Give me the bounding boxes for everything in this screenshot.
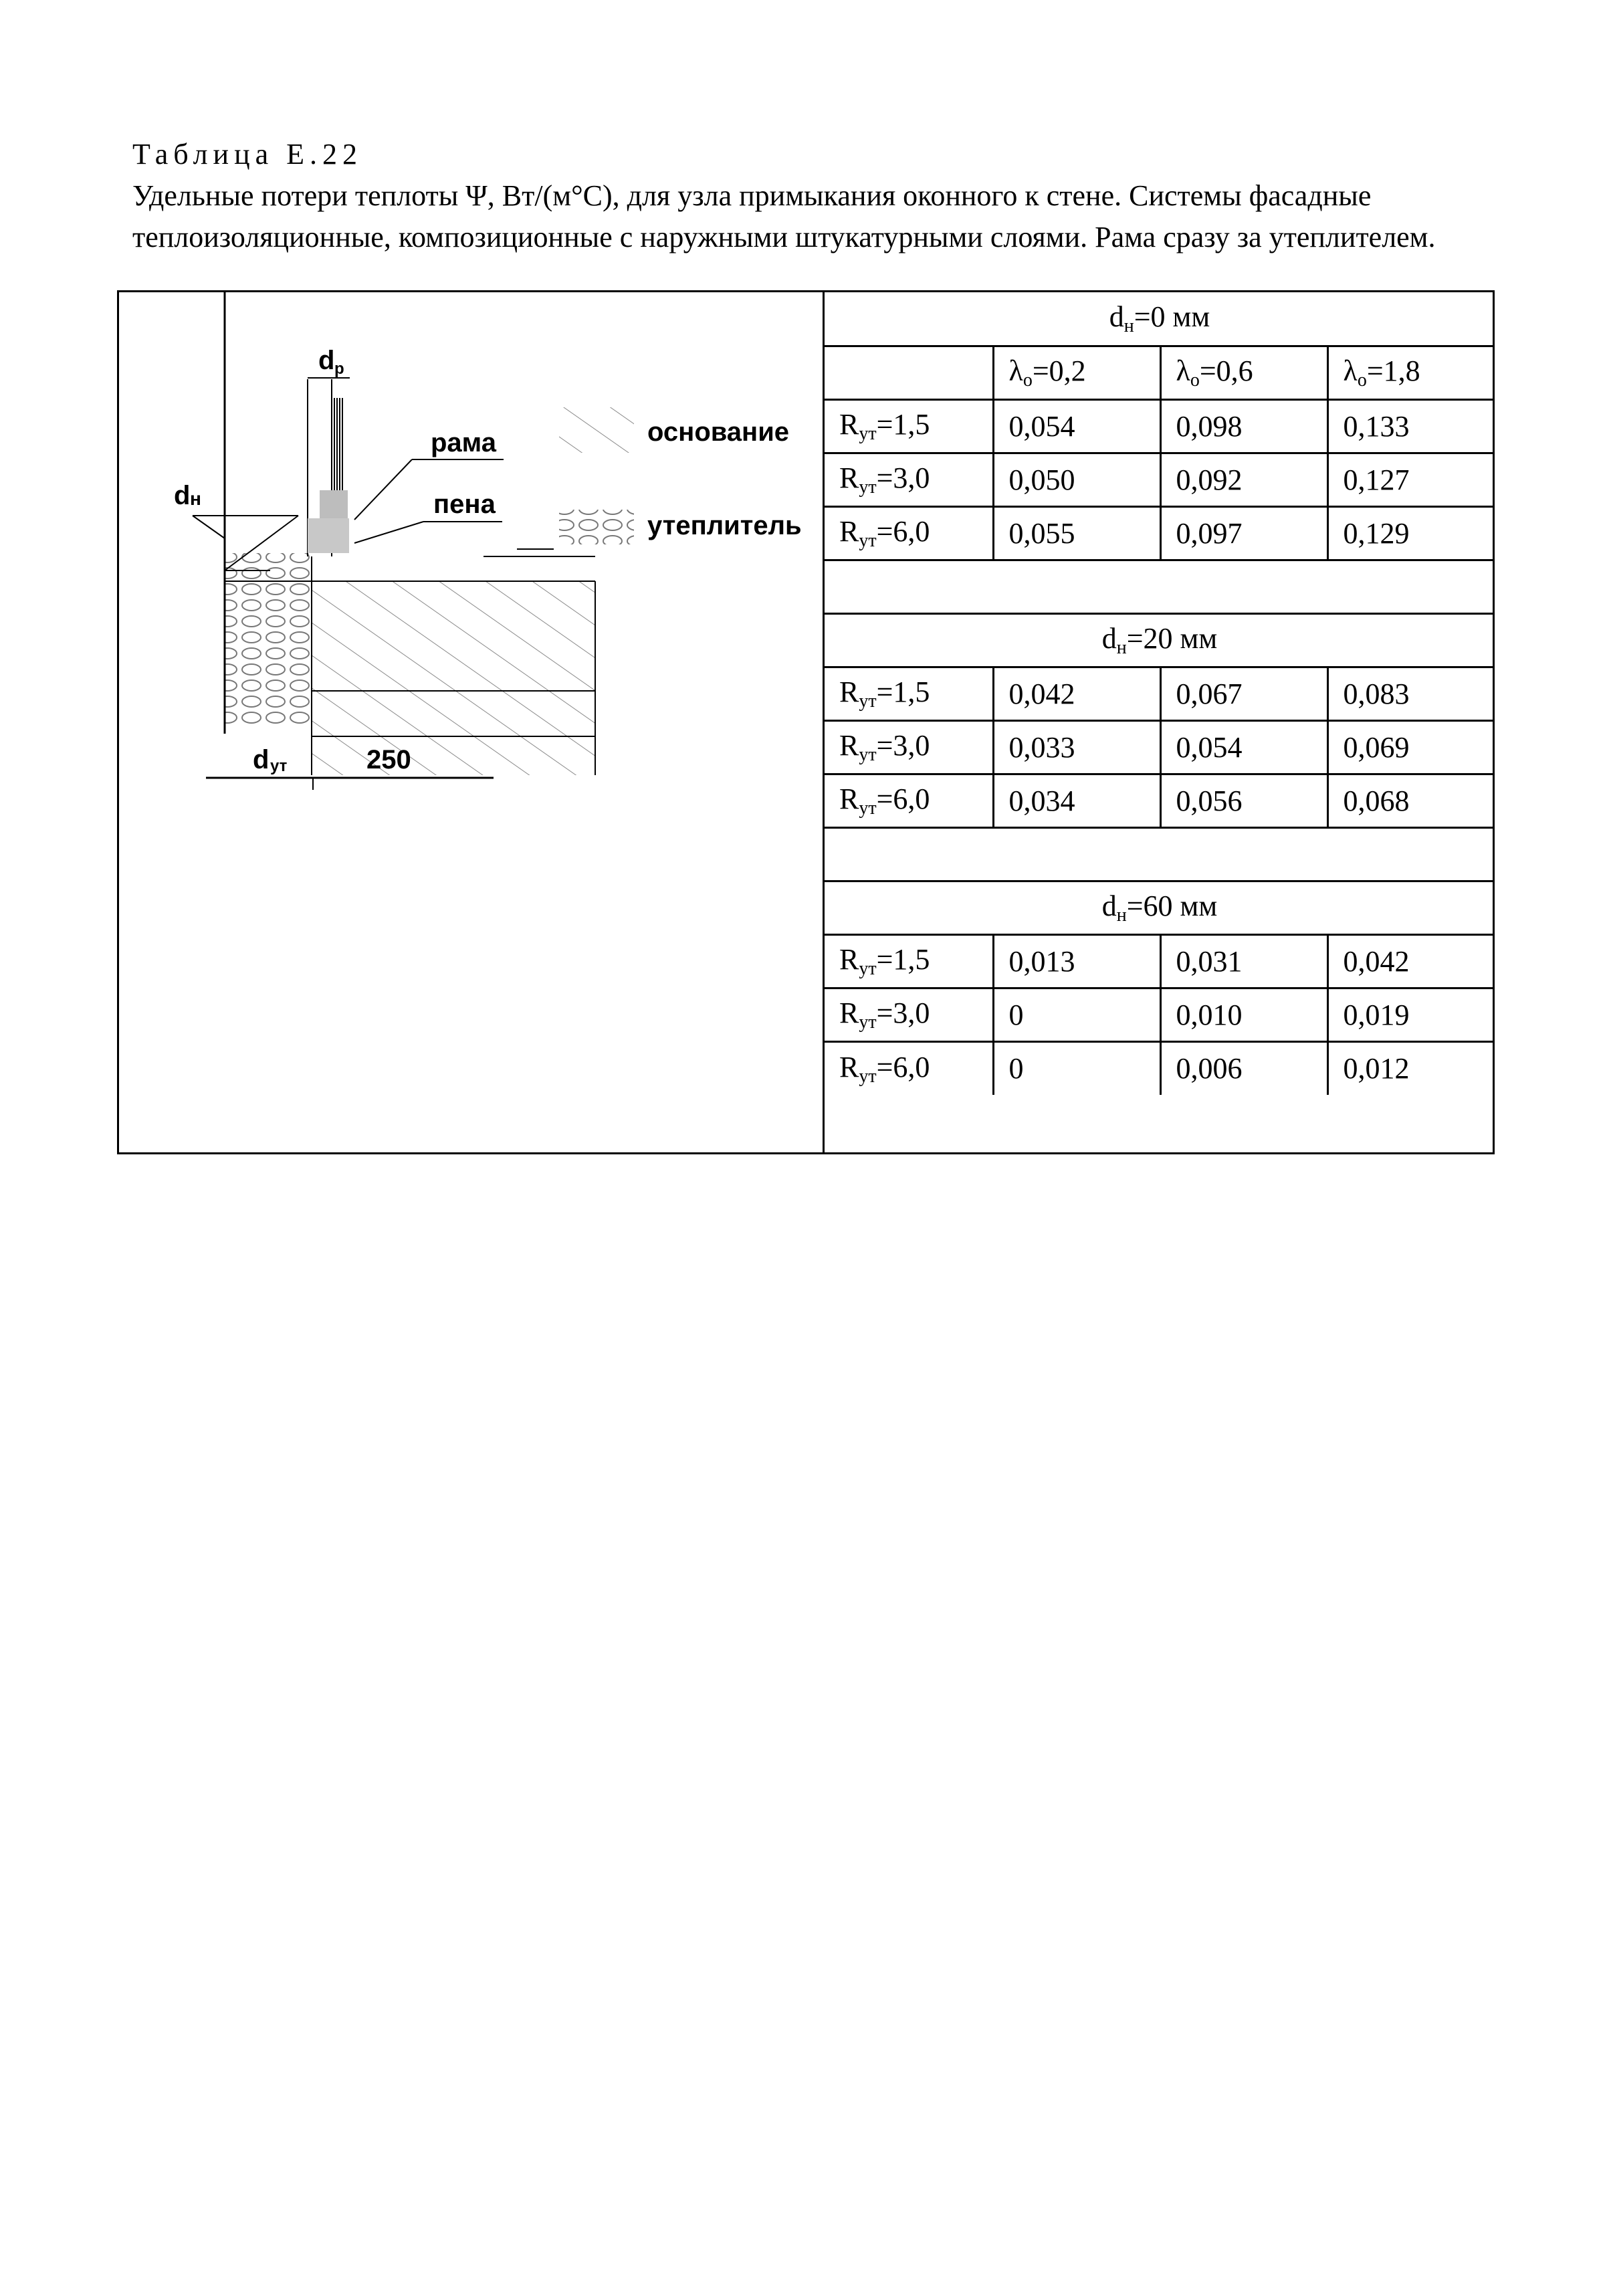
table-caption-text: Удельные потери теплоты Ψ, Вт/(м°С), для узла примыкания оконного к стене. Системы фасадные теплоизоляционные, композиционные с наружными штукатурными слоями. Рама сразу за утеплителем.: [132, 179, 1436, 253]
table-cell: 0,006: [1160, 1041, 1327, 1095]
base-wall: [312, 581, 595, 775]
heat-loss-table: [825, 292, 1495, 1095]
table-cell: 0,019: [1327, 988, 1495, 1041]
svg-text:d: d: [174, 481, 191, 510]
table-cell: 0,098: [1160, 399, 1327, 453]
section-title: $d_н=20$ мм: [825, 613, 1495, 667]
table-cell: 0,068: [1327, 774, 1495, 827]
dn-label: [174, 481, 201, 510]
table-cell: 0,129: [1327, 506, 1495, 560]
table-row: [825, 934, 1495, 988]
row-label: $R_{ут}=6,0$: [825, 506, 993, 560]
table-row: [825, 988, 1495, 1041]
table-row: [825, 1041, 1495, 1095]
dut-label: [253, 745, 288, 775]
table-cell: 0,050: [993, 453, 1160, 506]
section-header-row: [825, 292, 1495, 346]
spacer-row: [825, 827, 1495, 881]
table-cell: 0,056: [1160, 774, 1327, 827]
table-row: [825, 720, 1495, 774]
svg-text:ут: ут: [270, 757, 288, 775]
table-cell: 0,067: [1160, 667, 1327, 720]
wall-width-label: 250: [366, 745, 411, 774]
column-header: $\lambda_о=0,6$: [1160, 346, 1327, 399]
svg-text:d: d: [253, 745, 270, 774]
table-cell: 0,042: [993, 667, 1160, 720]
table-cell: 0,012: [1327, 1041, 1495, 1095]
table-cell: 0,054: [1160, 720, 1327, 774]
spacer-row: [825, 560, 1495, 613]
table-cell: 0,034: [993, 774, 1160, 827]
table-cell: 0,127: [1327, 453, 1495, 506]
row-label: $R_{ут}=3,0$: [825, 988, 993, 1041]
row-label: $R_{ут}=6,0$: [825, 774, 993, 827]
table-heading: [132, 134, 1463, 258]
empty-header-cell: [825, 346, 993, 399]
table-row: [825, 667, 1495, 720]
table-cell: 0,055: [993, 506, 1160, 560]
table-cell: 0,031: [1160, 934, 1327, 988]
base-legend-label: основание: [647, 417, 790, 447]
row-label: $R_{ут}=6,0$: [825, 1041, 993, 1095]
table-cell: 0,069: [1327, 720, 1495, 774]
insulation-legend-swatch: [559, 510, 634, 544]
section-title: $d_н=60$ мм: [825, 881, 1495, 934]
table-cell: 0,054: [993, 399, 1160, 453]
table-cell: 0: [993, 988, 1160, 1041]
table-row: [825, 506, 1495, 560]
table-row: [825, 453, 1495, 506]
column-header: $\lambda_о=1,8$: [1327, 346, 1495, 399]
row-label: $R_{ут}=1,5$: [825, 667, 993, 720]
insulation-layer: [225, 553, 310, 727]
svg-text:d: d: [318, 346, 335, 375]
table-cell: 0,133: [1327, 399, 1495, 453]
row-label: $R_{ут}=1,5$: [825, 934, 993, 988]
table-cell: 0,042: [1327, 934, 1495, 988]
table-cell: 0,010: [1160, 988, 1327, 1041]
table-caption-label: Таблица Е.22: [132, 138, 363, 171]
table-cell: 0: [993, 1041, 1160, 1095]
section-title: $d_н=0$ мм: [825, 292, 1495, 346]
insulation-legend-label: утеплитель: [647, 511, 802, 540]
base-legend-swatch: [559, 407, 634, 453]
window-junction-detail-drawing: [119, 292, 821, 1152]
table-frame: [117, 290, 1495, 1154]
table-cell: 0,083: [1327, 667, 1495, 720]
table-cell: 0,097: [1160, 506, 1327, 560]
row-label: $R_{ут}=3,0$: [825, 453, 993, 506]
table-cell: 0,033: [993, 720, 1160, 774]
column-header-row: [825, 346, 1495, 399]
svg-text:р: р: [334, 360, 344, 378]
section-header-row: [825, 613, 1495, 667]
detail-drawing-cell: [119, 292, 825, 1152]
row-label: $R_{ут}=1,5$: [825, 399, 993, 453]
table-cell: 0,092: [1160, 453, 1327, 506]
svg-text:н: н: [190, 488, 201, 509]
table-row: [825, 399, 1495, 453]
frame-label: рама: [431, 428, 496, 457]
section-header-row: [825, 881, 1495, 934]
row-label: $R_{ут}=3,0$: [825, 720, 993, 774]
foam-label: пена: [433, 490, 496, 519]
table-row: [825, 774, 1495, 827]
dp-label: [318, 346, 344, 378]
column-header: $\lambda_о=0,2$: [993, 346, 1160, 399]
table-cell: 0,013: [993, 934, 1160, 988]
